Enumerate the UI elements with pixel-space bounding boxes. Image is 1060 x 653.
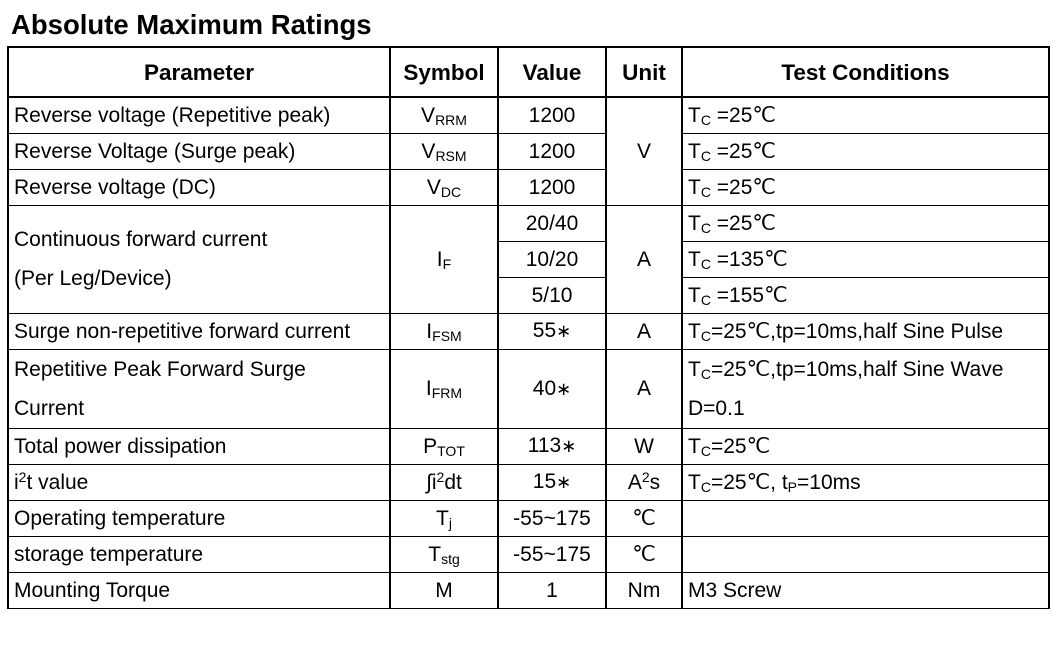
- symbol-cell: $\int i^2dt$: [390, 464, 498, 500]
- symbol-cell: $V_{DC}$: [390, 169, 498, 205]
- unit-cell: ℃: [606, 500, 682, 536]
- value-cell: -55~175: [498, 500, 606, 536]
- unit-cell: ℃: [606, 536, 682, 572]
- symbol-cell: $I_{FRM}$: [390, 349, 498, 428]
- parameter-cell: $i^2t$ value: [8, 464, 390, 500]
- table-row: [8, 313, 1049, 349]
- value-cell: 1200: [498, 97, 606, 133]
- table-row: [8, 572, 1049, 608]
- header-test-conditions: Test Conditions: [682, 47, 1049, 97]
- parameter-cell: Reverse Voltage (Surge peak): [8, 133, 390, 169]
- header-row: [8, 47, 1049, 97]
- condition-cell: $T_C=25℃,tp=10ms,half$ Sine Pulse: [682, 313, 1049, 349]
- header-unit: Unit: [606, 47, 682, 97]
- condition-cell: $T_C$ =25℃: [682, 169, 1049, 205]
- condition-cell: $T_C$ =25℃: [682, 97, 1049, 133]
- value-cell: 1200: [498, 133, 606, 169]
- header-symbol: Symbol: [390, 47, 498, 97]
- parameter-cell: Mounting Torque: [8, 572, 390, 608]
- header-parameter: Parameter: [8, 47, 390, 97]
- parameter-cell: Total power dissipation: [8, 428, 390, 464]
- ratings-table: [7, 46, 1050, 609]
- condition-cell: M3 Screw: [682, 572, 1049, 608]
- table-row: [8, 349, 1049, 428]
- symbol-cell: $V_{RSM}$: [390, 133, 498, 169]
- condition-cell: [682, 536, 1049, 572]
- symbol-cell: $P_{TOT}$: [390, 428, 498, 464]
- value-cell: 55∗: [498, 313, 606, 349]
- unit-cell: V: [606, 97, 682, 205]
- table-row: [8, 97, 1049, 133]
- value-cell: 15∗: [498, 464, 606, 500]
- unit-cell: A: [606, 205, 682, 313]
- symbol-cell: $I_F$: [390, 205, 498, 313]
- table-row: [8, 536, 1049, 572]
- condition-cell: $T_C=25℃$, $t_P=10ms$: [682, 464, 1049, 500]
- value-cell: 1200: [498, 169, 606, 205]
- parameter-cell: Reverse voltage (Repetitive peak): [8, 97, 390, 133]
- parameter-cell: Operating temperature: [8, 500, 390, 536]
- table-row: [8, 500, 1049, 536]
- symbol-cell: $T_j$: [390, 500, 498, 536]
- table-row: [8, 464, 1049, 500]
- condition-cell: $T_C$ =25℃: [682, 205, 1049, 241]
- table-row: [8, 428, 1049, 464]
- condition-cell: $T_C=25℃$: [682, 428, 1049, 464]
- unit-cell: $A^2s$: [606, 464, 682, 500]
- unit-cell: W: [606, 428, 682, 464]
- condition-cell: [682, 500, 1049, 536]
- header-value: Value: [498, 47, 606, 97]
- table-row: [8, 205, 1049, 241]
- unit-cell: Nm: [606, 572, 682, 608]
- unit-cell: A: [606, 349, 682, 428]
- table-row: [8, 169, 1049, 205]
- parameter-cell: storage temperature: [8, 536, 390, 572]
- symbol-cell: $T_{stg}$: [390, 536, 498, 572]
- value-cell: -55~175: [498, 536, 606, 572]
- parameter-cell: Repetitive Peak Forward Surge Current: [8, 349, 390, 428]
- value-cell: 40∗: [498, 349, 606, 428]
- value-cell: 113∗: [498, 428, 606, 464]
- condition-cell: $T_C$ =25℃: [682, 133, 1049, 169]
- value-cell: 20/40: [498, 205, 606, 241]
- unit-cell: A: [606, 313, 682, 349]
- value-cell: 1: [498, 572, 606, 608]
- parameter-cell: Surge non-repetitive forward current: [8, 313, 390, 349]
- symbol-cell: $I_{FSM}$: [390, 313, 498, 349]
- parameter-cell: Continuous forward current (Per Leg/Device): [8, 205, 390, 313]
- value-cell: 10/20: [498, 241, 606, 277]
- condition-cell: $T_C$ =155℃: [682, 277, 1049, 313]
- condition-cell: $T_C$ =135℃: [682, 241, 1049, 277]
- symbol-cell: M: [390, 572, 498, 608]
- parameter-cell: Reverse voltage (DC): [8, 169, 390, 205]
- symbol-cell: $V_{RRM}$: [390, 97, 498, 133]
- section-title: Absolute Maximum Ratings: [11, 9, 372, 40]
- condition-cell: $T_C=25℃,tp=10ms,half$ Sine Wave D=0.1: [682, 349, 1049, 428]
- table-row: [8, 133, 1049, 169]
- value-cell: 5/10: [498, 277, 606, 313]
